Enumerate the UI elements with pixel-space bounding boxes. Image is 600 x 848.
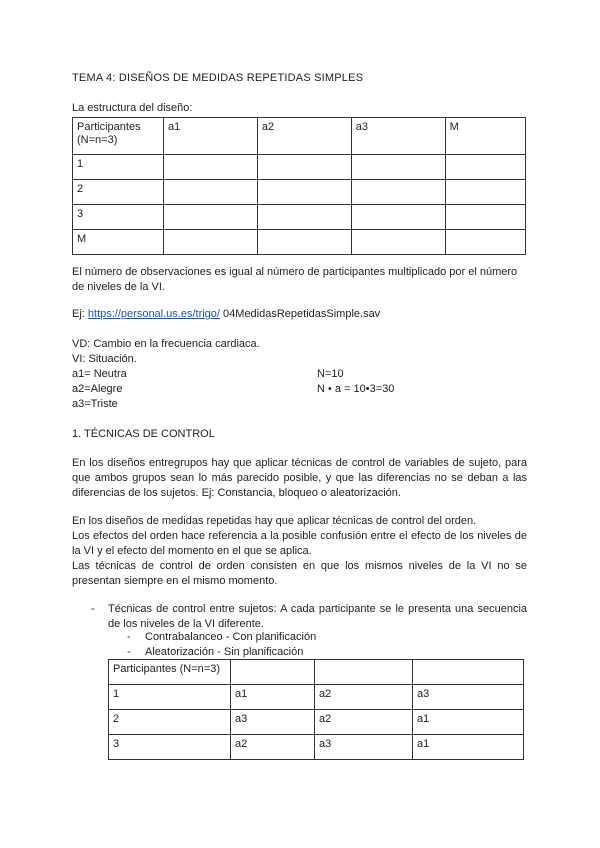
example-file: 04MedidasRepetidasSimple.sav xyxy=(219,308,381,320)
paragraph-line: Las técnicas de control de orden consisten en que los mismos niveles de la VI no se presentan siempre en el mismo momento. xyxy=(72,560,527,587)
cell xyxy=(164,180,258,205)
cell xyxy=(164,155,258,180)
paragraph-line: Los efectos del orden hace referencia a la posible confusión entre el efecto de los niveles de la VI y el efecto del momento en el que se aplica. xyxy=(72,530,527,557)
cell: 1 xyxy=(109,685,231,710)
n-text: N=10 xyxy=(317,368,344,380)
section-heading: 1. TÉCNICAS DE CONTROL xyxy=(72,428,215,440)
cell xyxy=(257,230,351,255)
cell xyxy=(257,155,351,180)
observations-paragraph: El número de observaciones es igual al número de participantes multiplicado por el número de niveles de la VI. xyxy=(72,266,518,293)
cell: 3 xyxy=(109,735,231,760)
table-header-row xyxy=(73,118,526,155)
cell xyxy=(164,230,258,255)
calc-text: N • a = 10•3=30 xyxy=(317,383,395,395)
header-cell: M xyxy=(445,118,525,155)
header-cell xyxy=(413,660,524,685)
design-structure-table xyxy=(72,117,526,255)
table-row xyxy=(73,155,526,180)
header-cell: Participantes (N=n=3) xyxy=(109,660,231,685)
cell: a2 xyxy=(231,735,315,760)
table-row xyxy=(73,180,526,205)
level-a1: a1= Neutra xyxy=(72,368,127,380)
cell xyxy=(351,155,445,180)
example-line xyxy=(72,307,527,322)
cell xyxy=(351,180,445,205)
header-cell: Participantes (N=n=3) xyxy=(73,118,164,155)
subbullet-aleatorizacion: Aleatorización - Sin planificación xyxy=(145,646,304,658)
cell: a1 xyxy=(413,710,524,735)
paragraph-orden xyxy=(72,514,527,589)
cell: 2 xyxy=(73,180,164,205)
paragraph-entregrupos: En los diseños entregrupos hay que aplicar técnicas de control de variables de sujeto, para que ambos grupos sean lo más parecido posible, y que las diferencias no se deban a las diferencias de los sujetos. Ej: Constancia, bloqueo o aleatorización. xyxy=(72,457,527,499)
cell xyxy=(351,230,445,255)
cell: a2 xyxy=(315,710,413,735)
cell xyxy=(164,205,258,230)
header-cell: a2 xyxy=(257,118,351,155)
table-row xyxy=(109,735,524,760)
cell: a3 xyxy=(231,710,315,735)
table-row xyxy=(73,230,526,255)
cell xyxy=(351,205,445,230)
subbullet-marker: - xyxy=(127,631,131,643)
header-cell: a3 xyxy=(351,118,445,155)
subbullet-marker: - xyxy=(127,646,131,658)
table-row xyxy=(109,710,524,735)
example-prefix: Ej: xyxy=(72,308,88,320)
cell xyxy=(445,230,525,255)
sample-block xyxy=(317,367,517,397)
paragraph-line: En los diseños de medidas repetidas hay que aplicar técnicas de control del orden. xyxy=(72,515,477,527)
cell xyxy=(445,180,525,205)
table-header-row xyxy=(109,660,524,685)
cell xyxy=(445,155,525,180)
cell: a3 xyxy=(315,735,413,760)
cell: 1 xyxy=(73,155,164,180)
bullet-marker: - xyxy=(91,603,95,615)
document-title: TEMA 4: DISEÑOS DE MEDIDAS REPETIDAS SIMPLES xyxy=(72,72,364,84)
structure-label: La estructura del diseño: xyxy=(72,102,193,114)
vi-text: VI: Situación. xyxy=(72,353,137,365)
level-a2: a2=Alegre xyxy=(72,383,123,395)
example-link[interactable]: https://personal.us.es/trigo/ xyxy=(87,308,220,320)
level-a3: a3=Triste xyxy=(72,398,118,410)
cell xyxy=(445,205,525,230)
cell: 2 xyxy=(109,710,231,735)
cell: a1 xyxy=(413,735,524,760)
cell: 3 xyxy=(73,205,164,230)
cell: M xyxy=(73,230,164,255)
header-cell xyxy=(231,660,315,685)
header-cell xyxy=(315,660,413,685)
subbullet-contrabalanceo: Contrabalanceo - Con planificación xyxy=(145,631,317,643)
vd-text: VD: Cambio en la frecuencia cardiaca. xyxy=(72,338,260,350)
header-cell: a1 xyxy=(164,118,258,155)
table-row xyxy=(73,205,526,230)
table-row xyxy=(109,685,524,710)
bullet-text: Técnicas de control entre sujetos: A cada participante se le presenta una secuencia de los niveles de la VI diferente. xyxy=(108,603,527,630)
sequence-table xyxy=(108,659,524,760)
cell: a1 xyxy=(231,685,315,710)
cell: a3 xyxy=(413,685,524,710)
cell xyxy=(257,180,351,205)
cell: a2 xyxy=(315,685,413,710)
cell xyxy=(257,205,351,230)
